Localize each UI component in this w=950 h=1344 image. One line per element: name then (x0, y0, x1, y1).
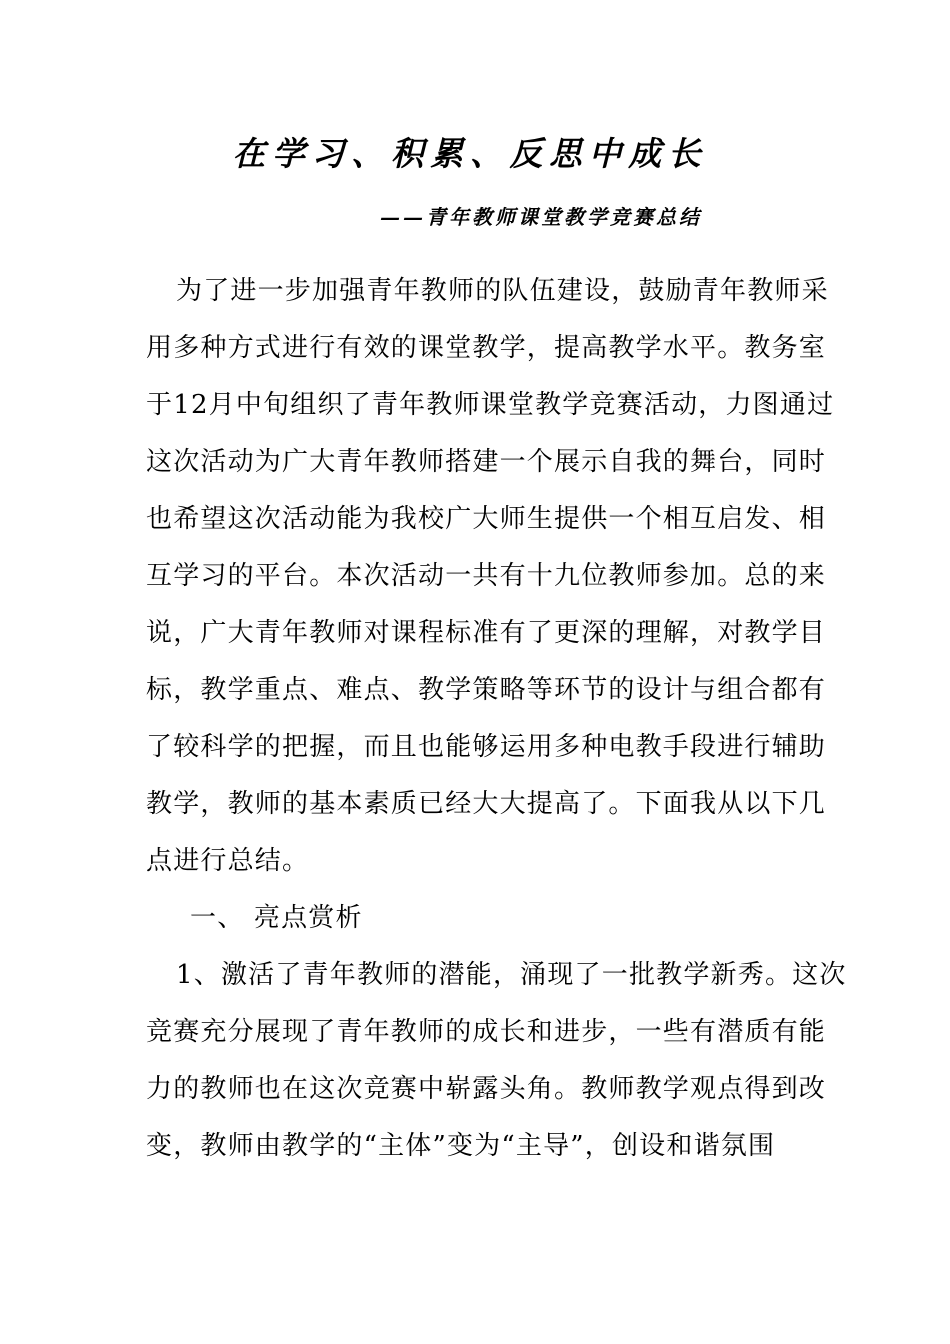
paragraph-line: 于12月中旬组织了青年教师课堂教学竞赛活动，力图通过 (146, 390, 835, 420)
paragraph-line: 这次活动为广大青年教师搭建一个展示自我的舞台，同时 (146, 447, 827, 477)
paragraph-line: 变，教师由教学的“主体”变为“主导”，创设和谐氛围 (146, 1131, 776, 1161)
document-subtitle: ——青年教师课堂教学竞赛总结 (380, 205, 702, 229)
document-title: 在学习、积累、反思中成长 (232, 134, 708, 173)
paragraph-line: 点进行总结。 (146, 846, 310, 876)
paragraph-line: 互学习的平台。本次活动一共有十九位教师参加。总的来 (146, 561, 827, 591)
paragraph-line: 为了进一步加强青年教师的队伍建设，鼓励青年教师采 (176, 276, 829, 306)
paragraph-line: 了较科学的把握，而且也能够运用多种电教手段进行辅助 (146, 732, 827, 762)
paragraph-line: 教学，教师的基本素质已经大大提高了。下面我从以下几 (146, 789, 827, 819)
paragraph-line: 用多种方式进行有效的课堂教学，提高教学水平。教务室 (146, 333, 827, 363)
section-heading: 一、 亮点赏析 (190, 903, 363, 933)
paragraph-line: 竞赛充分展现了青年教师的成长和进步，一些有潜质有能 (146, 1017, 827, 1047)
paragraph-line: 也希望这次活动能为我校广大师生提供一个相互启发、相 (146, 504, 827, 534)
paragraph-line: 1、激活了青年教师的潜能，涌现了一批教学新秀。这次 (176, 960, 847, 990)
paragraph-line: 标，教学重点、难点、教学策略等环节的设计与组合都有 (146, 675, 827, 705)
paragraph-line: 力的教师也在这次竞赛中崭露头角。教师教学观点得到改 (146, 1074, 827, 1104)
paragraph-line: 说，广大青年教师对课程标准有了更深的理解，对教学目 (146, 618, 827, 648)
